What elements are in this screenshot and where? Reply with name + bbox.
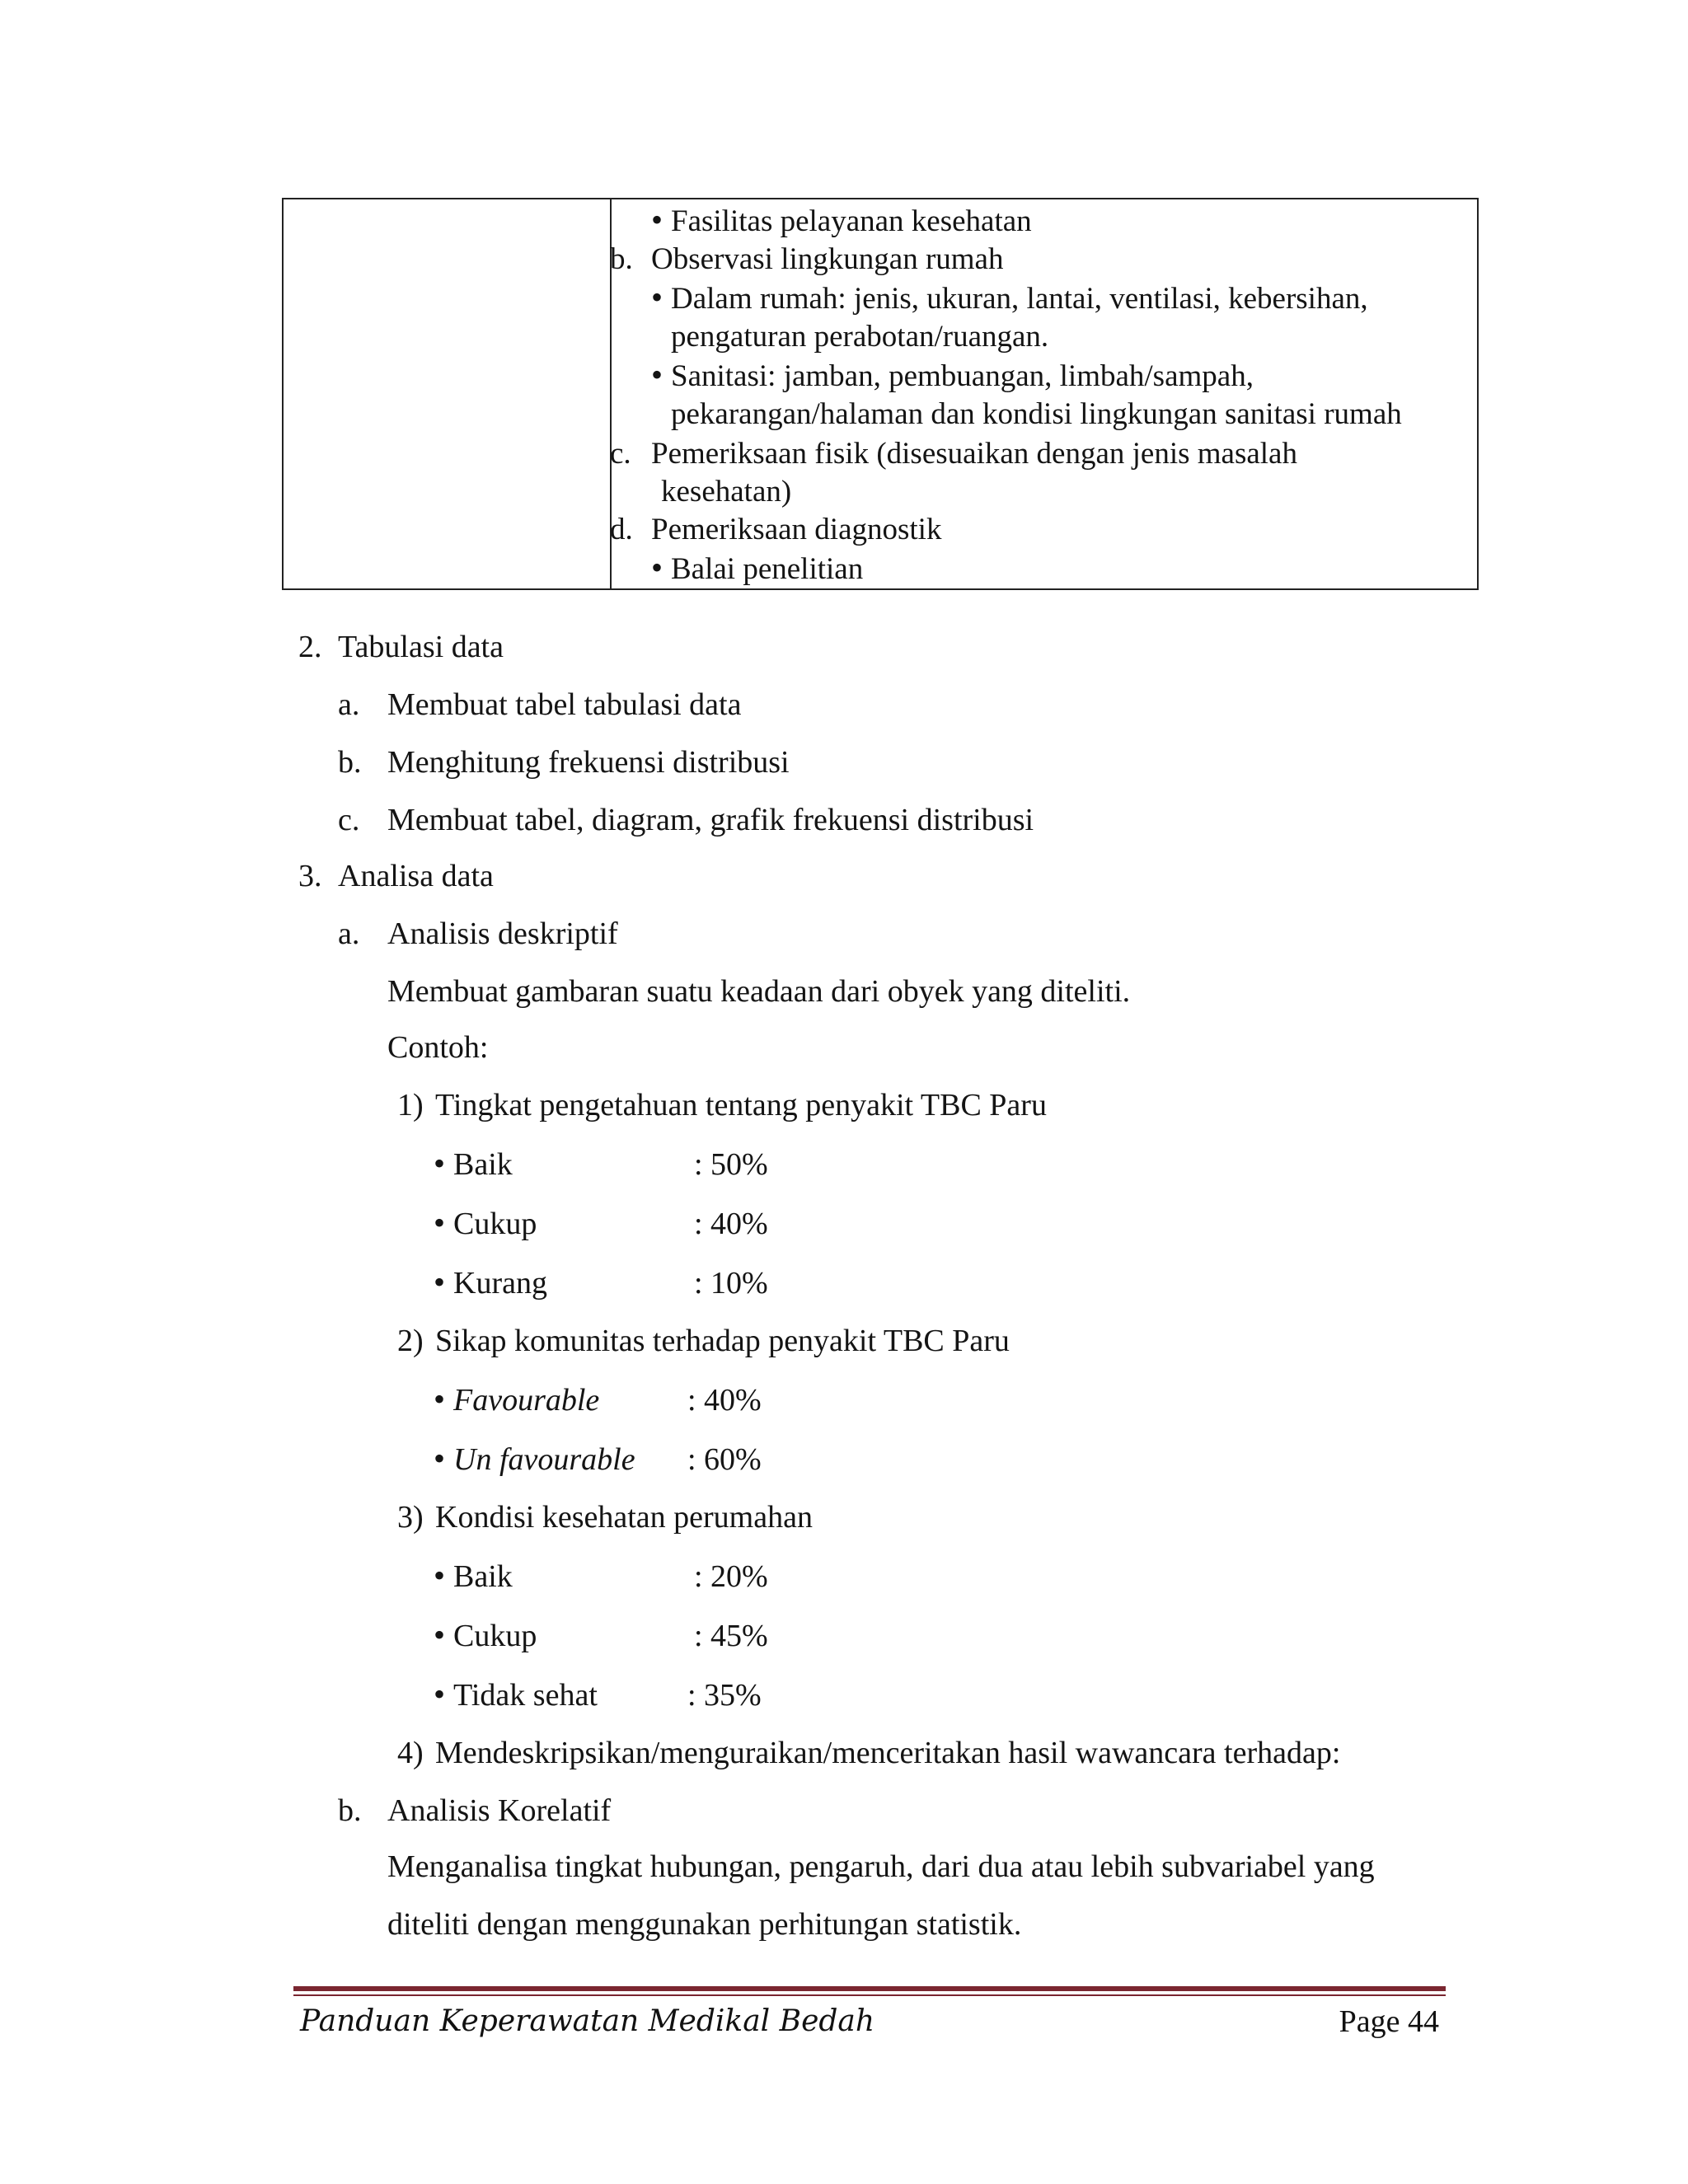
section-title: Analisa data <box>338 859 494 893</box>
list-item: Membuat tabel, diagram, grafik frekuensi distribusi <box>387 803 1034 837</box>
section-title: Tabulasi data <box>338 630 504 664</box>
bullet-item: • Favourable <box>434 1381 599 1420</box>
bullet-icon <box>651 204 671 238</box>
bullet-icon <box>434 1266 453 1301</box>
bullet-icon <box>434 1678 453 1713</box>
example-number: 1) <box>397 1088 424 1122</box>
list-label: b. <box>338 745 362 780</box>
bullet-value: : 50% <box>694 1147 768 1182</box>
bullet-value: : 35% <box>687 1678 762 1713</box>
table-line: • Sanitasi: jamban, pembuangan, limbah/sampah, <box>651 358 1254 396</box>
bullet-value: : 45% <box>694 1619 768 1653</box>
bullet-item: • Baik <box>434 1558 513 1596</box>
example-number: 4) <box>397 1736 424 1770</box>
example-title: Mendeskripsikan/menguraikan/menceritakan hasil wawancara terhadap: <box>435 1736 1341 1770</box>
table-line: • Balai penelitian <box>651 551 863 588</box>
bullet-icon <box>434 1619 453 1653</box>
footer-rule <box>293 1994 1446 1996</box>
list-item: Membuat tabel tabulasi data <box>387 687 742 722</box>
table-line: kesehatan) <box>661 475 792 509</box>
bullet-icon <box>434 1383 453 1418</box>
table-line: • Fasilitas pelayanan kesehatan <box>651 203 1032 241</box>
bullet-icon <box>434 1559 453 1594</box>
paragraph: diteliti dengan menggunakan perhitungan statistik. <box>387 1907 1022 1942</box>
bullet-value: : 60% <box>687 1442 762 1477</box>
table-line: pekarangan/halaman dan kondisi lingkungan sanitasi rumah <box>671 397 1402 431</box>
list-label: a. <box>338 916 360 951</box>
bullet-item: • Tidak sehat <box>434 1676 598 1715</box>
footer-title: Panduan Keperawatan Medikal Bedah <box>300 2004 875 2038</box>
bullet-value: : 20% <box>694 1559 768 1594</box>
example-title: Kondisi kesehatan perumahan <box>435 1500 813 1535</box>
section-number: 3. <box>298 859 322 893</box>
example-number: 3) <box>397 1500 424 1535</box>
table-line: c. Pemeriksaan fisik (disesuaikan dengan jenis masalah <box>610 437 1297 471</box>
table-line: • Dalam rumah: jenis, ukuran, lantai, ventilasi, kebersihan, <box>651 280 1368 318</box>
list-item: Analisis deskriptif <box>387 916 618 951</box>
footer-rule <box>293 1986 1446 1991</box>
table-line: b. Observasi lingkungan rumah <box>610 242 1004 276</box>
table-line: d. Pemeriksaan diagnostik <box>610 513 942 546</box>
paragraph: Membuat gambaran suatu keadaan dari obyek yang diteliti. <box>387 974 1131 1009</box>
bullet-icon <box>651 282 671 316</box>
example-title: Tingkat pengetahuan tentang penyakit TBC Paru <box>435 1088 1047 1122</box>
bullet-item: • Cukup <box>434 1617 537 1656</box>
section-number: 2. <box>298 630 322 664</box>
list-item: Menghitung frekuensi distribusi <box>387 745 790 780</box>
bullet-icon <box>434 1207 453 1241</box>
bullet-item: • Cukup <box>434 1205 537 1244</box>
table-line: pengaturan perabotan/ruangan. <box>671 320 1049 354</box>
example-number: 2) <box>397 1324 424 1358</box>
example-title: Sikap komunitas terhadap penyakit TBC Paru <box>435 1324 1010 1358</box>
bullet-item: • Kurang <box>434 1264 547 1303</box>
bullet-item: • Un favourable <box>434 1441 635 1479</box>
bullet-icon <box>434 1442 453 1477</box>
bullet-value: : 40% <box>687 1383 762 1418</box>
bullet-icon <box>651 359 671 393</box>
bullet-value: : 40% <box>694 1207 768 1241</box>
paragraph: Menganalisa tingkat hubungan, pengaruh, dari dua atau lebih subvariabel yang <box>387 1849 1375 1884</box>
list-label: a. <box>338 687 360 722</box>
list-label: c. <box>338 803 360 837</box>
page-number: Page 44 <box>1339 2004 1439 2039</box>
bullet-item: • Baik <box>434 1146 513 1184</box>
bullet-icon <box>651 552 671 586</box>
bullet-value: : 10% <box>694 1266 768 1301</box>
bullet-icon <box>434 1147 453 1182</box>
paragraph: Contoh: <box>387 1030 489 1065</box>
list-label: b. <box>338 1793 362 1828</box>
list-item: Analisis Korelatif <box>387 1793 612 1828</box>
